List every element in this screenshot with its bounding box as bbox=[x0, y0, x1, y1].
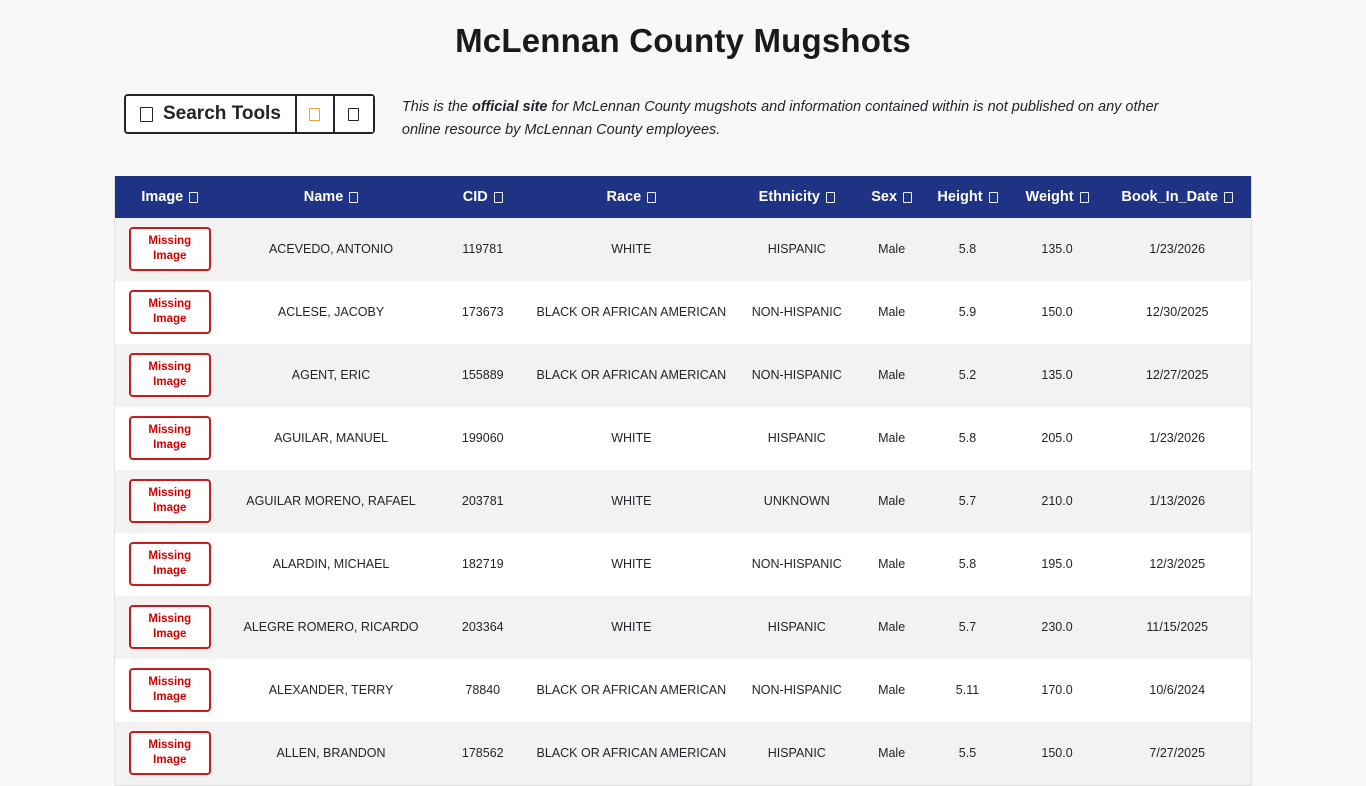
table-header-row bbox=[115, 176, 1251, 218]
cell-image bbox=[115, 596, 225, 659]
cell-sex: Male bbox=[878, 368, 906, 383]
notice-emphasis: official site bbox=[472, 99, 548, 115]
cell-race: BLACK OR AFRICAN AMERICAN bbox=[536, 746, 727, 761]
notice-prefix: This is the bbox=[401, 99, 473, 115]
cell-sex: Male bbox=[878, 242, 906, 257]
cell-sex: Male bbox=[878, 494, 906, 509]
sort-toggle-icon[interactable] bbox=[989, 192, 998, 203]
column-label: Image bbox=[141, 188, 184, 205]
cell-cid: 178562 bbox=[461, 746, 504, 761]
cell-cid: 182719 bbox=[461, 557, 504, 572]
cell-image bbox=[115, 281, 225, 344]
cell-weight: 150.0 bbox=[1041, 746, 1073, 761]
cell-height: 5.9 bbox=[958, 305, 977, 320]
missing-image-line1: Missing bbox=[148, 424, 192, 437]
sort-toggle-icon[interactable] bbox=[826, 192, 835, 203]
cell-book-in-date: 12/30/2025 bbox=[1145, 305, 1209, 320]
column-header-name[interactable] bbox=[225, 176, 438, 218]
sort-toggle-icon[interactable] bbox=[189, 192, 198, 203]
cell-weight: 170.0 bbox=[1041, 683, 1073, 698]
page-title: McLennan County Mugshots bbox=[455, 22, 911, 59]
cell-image bbox=[115, 659, 225, 722]
cell-height: 5.7 bbox=[958, 620, 977, 635]
column-label: Name bbox=[303, 188, 344, 205]
sort-toggle-icon[interactable] bbox=[349, 192, 358, 203]
column-header-book-in-date[interactable] bbox=[1103, 176, 1251, 218]
missing-image-line1: Missing bbox=[148, 550, 192, 563]
missing-image-placeholder[interactable] bbox=[129, 227, 211, 271]
column-header-race[interactable] bbox=[528, 176, 735, 218]
search-tools-button[interactable] bbox=[126, 96, 297, 132]
table-row[interactable] bbox=[115, 533, 1251, 596]
cell-height: 5.8 bbox=[958, 557, 977, 572]
cell-ethnicity: HISPANIC bbox=[767, 242, 826, 257]
sort-toggle-icon[interactable] bbox=[903, 192, 912, 203]
cell-ethnicity: HISPANIC bbox=[767, 620, 826, 635]
cell-book-in-date: 11/15/2025 bbox=[1146, 620, 1209, 635]
table-row[interactable] bbox=[115, 722, 1251, 785]
search-tools-label: Search Tools bbox=[163, 103, 281, 124]
missing-image-line2: Image bbox=[153, 439, 187, 452]
cell-height: 5.2 bbox=[958, 368, 977, 383]
cell-ethnicity: NON-HISPANIC bbox=[751, 557, 842, 572]
cell-height: 5.11 bbox=[955, 683, 980, 698]
notice-suffix: for McLennan County mugshots and information contained within is not published on any other online resource by McLennan County employees. bbox=[401, 99, 1159, 139]
mugshots-table bbox=[115, 176, 1251, 785]
search-tools-group[interactable] bbox=[124, 94, 375, 134]
missing-image-line1: Missing bbox=[148, 361, 192, 374]
cell-height: 5.7 bbox=[958, 494, 977, 509]
column-header-image[interactable] bbox=[115, 176, 225, 218]
column-label: Weight bbox=[1025, 188, 1074, 205]
missing-image-placeholder[interactable] bbox=[129, 479, 211, 523]
cell-name: AGENT, ERIC bbox=[291, 368, 371, 383]
cell-name: AGUILAR MORENO, RAFAEL bbox=[246, 494, 416, 509]
sort-toggle-icon[interactable] bbox=[647, 192, 656, 203]
cell-sex: Male bbox=[878, 620, 906, 635]
cell-name: ALLEN, BRANDON bbox=[276, 746, 386, 761]
table-row[interactable] bbox=[115, 281, 1251, 344]
cell-height: 5.5 bbox=[958, 746, 977, 761]
cell-race: WHITE bbox=[611, 431, 652, 446]
sort-toggle-icon[interactable] bbox=[1224, 192, 1233, 203]
cell-weight: 135.0 bbox=[1041, 368, 1073, 383]
cell-race: BLACK OR AFRICAN AMERICAN bbox=[536, 683, 727, 698]
cell-race: WHITE bbox=[611, 557, 652, 572]
missing-image-placeholder[interactable] bbox=[129, 605, 211, 649]
cell-name: AGUILAR, MANUEL bbox=[274, 431, 388, 446]
table-row[interactable] bbox=[115, 218, 1251, 281]
cell-cid: 173673 bbox=[461, 305, 504, 320]
column-header-ethnicity[interactable] bbox=[735, 176, 859, 218]
toolbar bbox=[0, 94, 1366, 143]
missing-image-placeholder[interactable] bbox=[129, 668, 211, 712]
cell-cid: 199060 bbox=[461, 431, 504, 446]
missing-image-placeholder[interactable] bbox=[129, 290, 211, 334]
cell-book-in-date: 1/13/2026 bbox=[1149, 494, 1206, 509]
cell-ethnicity: HISPANIC bbox=[767, 431, 826, 446]
cell-ethnicity: NON-HISPANIC bbox=[751, 305, 842, 320]
cell-ethnicity: HISPANIC bbox=[767, 746, 826, 761]
table-row[interactable] bbox=[115, 470, 1251, 533]
missing-image-line2: Image bbox=[153, 376, 187, 389]
cell-image bbox=[115, 470, 225, 533]
sort-toggle-icon[interactable] bbox=[494, 192, 503, 203]
cell-weight: 135.0 bbox=[1041, 242, 1073, 257]
missing-image-line2: Image bbox=[153, 691, 187, 704]
cell-name: ACLESE, JACOBY bbox=[277, 305, 385, 320]
cell-race: BLACK OR AFRICAN AMERICAN bbox=[536, 368, 727, 383]
cell-ethnicity: UNKNOWN bbox=[763, 494, 830, 509]
column-label: Ethnicity bbox=[758, 188, 820, 205]
cell-weight: 210.0 bbox=[1041, 494, 1073, 509]
cell-race: WHITE bbox=[611, 242, 652, 257]
column-header-height[interactable] bbox=[924, 176, 1010, 218]
cell-sex: Male bbox=[878, 683, 906, 698]
cell-image bbox=[115, 407, 225, 470]
table-body bbox=[115, 218, 1251, 785]
cell-name: ACEVEDO, ANTONIO bbox=[268, 242, 394, 257]
cell-book-in-date: 1/23/2026 bbox=[1149, 431, 1206, 446]
small-square-icon bbox=[348, 108, 359, 121]
missing-image-line2: Image bbox=[153, 628, 187, 641]
cell-sex: Male bbox=[878, 557, 906, 572]
cell-cid: 203364 bbox=[461, 620, 504, 635]
missing-image-line1: Missing bbox=[148, 739, 192, 752]
cell-book-in-date: 12/27/2025 bbox=[1145, 368, 1209, 383]
cell-name: ALEGRE ROMERO, RICARDO bbox=[243, 620, 419, 635]
cell-cid: 78840 bbox=[465, 683, 501, 698]
cell-ethnicity: NON-HISPANIC bbox=[751, 368, 842, 383]
cell-weight: 195.0 bbox=[1041, 557, 1073, 572]
cell-book-in-date: 10/6/2024 bbox=[1149, 683, 1206, 698]
cell-weight: 205.0 bbox=[1041, 431, 1073, 446]
cell-cid: 155889 bbox=[461, 368, 504, 383]
missing-image-line2: Image bbox=[153, 313, 187, 326]
missing-image-placeholder[interactable] bbox=[129, 416, 211, 460]
mugshots-table-container bbox=[114, 176, 1252, 786]
column-label: Race bbox=[606, 188, 642, 205]
cell-book-in-date: 12/3/2025 bbox=[1149, 557, 1206, 572]
cell-image bbox=[115, 722, 225, 785]
cell-cid: 203781 bbox=[461, 494, 504, 509]
cell-race: WHITE bbox=[611, 620, 652, 635]
cell-image bbox=[115, 533, 225, 596]
cell-name: ALEXANDER, TERRY bbox=[268, 683, 394, 698]
cell-book-in-date: 7/27/2025 bbox=[1149, 746, 1206, 761]
cell-sex: Male bbox=[878, 305, 906, 320]
sort-toggle-icon[interactable] bbox=[1080, 192, 1089, 203]
cell-weight: 150.0 bbox=[1041, 305, 1073, 320]
column-label: Height bbox=[937, 188, 983, 205]
table-row[interactable] bbox=[115, 659, 1251, 722]
missing-image-placeholder[interactable] bbox=[129, 542, 211, 586]
column-label: Sex bbox=[871, 188, 898, 205]
missing-image-line1: Missing bbox=[148, 298, 192, 311]
missing-image-placeholder[interactable] bbox=[129, 353, 211, 397]
column-header-cid[interactable] bbox=[437, 176, 528, 218]
cell-image bbox=[115, 218, 225, 281]
missing-image-line1: Missing bbox=[148, 487, 192, 500]
table-row[interactable] bbox=[115, 596, 1251, 659]
toolbar-mini-button-1[interactable] bbox=[297, 96, 335, 132]
toolbar-mini-button-2[interactable] bbox=[335, 96, 373, 132]
cell-book-in-date: 1/23/2026 bbox=[1149, 242, 1206, 257]
missing-image-line2: Image bbox=[153, 250, 187, 263]
table-row[interactable] bbox=[115, 344, 1251, 407]
missing-image-placeholder[interactable] bbox=[129, 731, 211, 775]
cell-race: WHITE bbox=[611, 494, 652, 509]
cell-height: 5.8 bbox=[958, 242, 977, 257]
missing-image-line1: Missing bbox=[148, 676, 192, 689]
cell-sex: Male bbox=[878, 746, 906, 761]
official-site-notice bbox=[402, 94, 1172, 143]
column-label: CID bbox=[462, 188, 488, 205]
missing-image-line1: Missing bbox=[148, 235, 192, 248]
cell-race: BLACK OR AFRICAN AMERICAN bbox=[536, 305, 727, 320]
cell-image bbox=[115, 344, 225, 407]
cell-name: ALARDIN, MICHAEL bbox=[272, 557, 390, 572]
column-label: Book_In_Date bbox=[1121, 188, 1219, 205]
cell-cid: 119781 bbox=[462, 242, 504, 257]
cell-ethnicity: NON-HISPANIC bbox=[751, 683, 842, 698]
missing-image-line1: Missing bbox=[148, 613, 192, 626]
table-row[interactable] bbox=[115, 407, 1251, 470]
cell-sex: Male bbox=[878, 431, 906, 446]
column-header-sex[interactable] bbox=[859, 176, 924, 218]
checkbox-outline-icon bbox=[140, 107, 153, 122]
cell-height: 5.8 bbox=[958, 431, 977, 446]
table-header bbox=[115, 176, 1251, 218]
small-square-orange-icon bbox=[309, 108, 320, 121]
cell-weight: 230.0 bbox=[1041, 620, 1073, 635]
missing-image-line2: Image bbox=[153, 502, 187, 515]
missing-image-line2: Image bbox=[153, 754, 187, 767]
column-header-weight[interactable] bbox=[1011, 176, 1104, 218]
missing-image-line2: Image bbox=[153, 565, 187, 578]
